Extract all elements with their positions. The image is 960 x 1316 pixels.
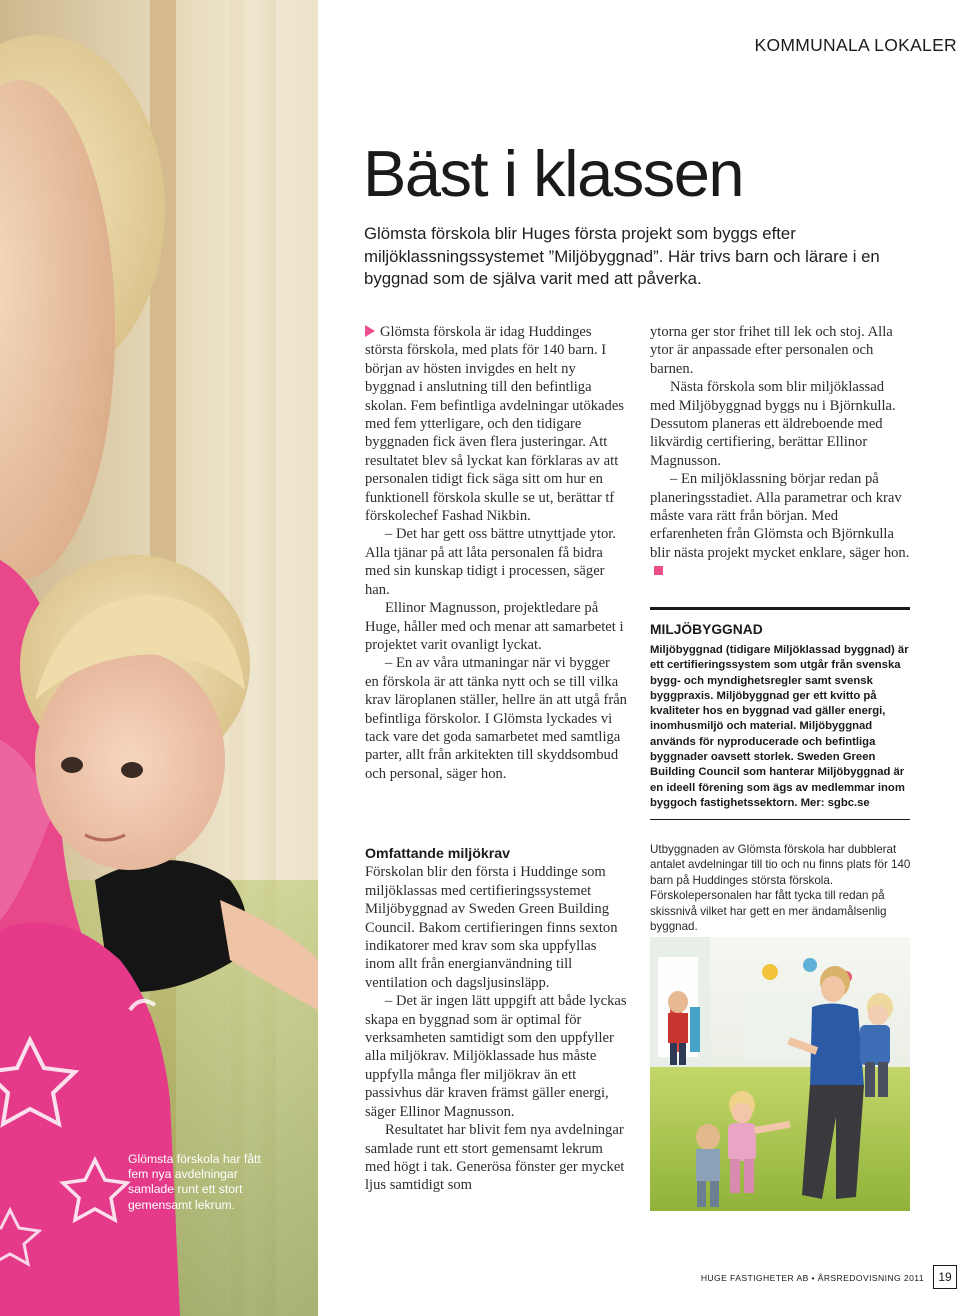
left-photo [0,0,318,1316]
paragraph: – En av våra utmaningar när vi bygger en förskola är att tänka nytt och se till vilka krav läroplanen ställer, hellre än att utgå från befintliga förskolor. I Glömsta lyckades vi tack vare det goda samarbetet med samtliga parter, allt från arkitekten till skyddsombud och personal, säger hon. [365,655,627,782]
end-mark-icon [654,566,663,575]
body-column-1 [365,323,627,783]
paragraph: Resultatet har blivit fem nya avdelningar samlade runt ett stort gemensamt lekrum med högt i tak. Generösa fönster ger mycket ljus samtidigt som [365,1122,625,1194]
paragraph [365,323,627,525]
right-photo-caption: Utbyggnaden av Glömsta förskola har dubblerat antalet avdelningar till tio och nu finns plats för 140 barn på Huddinges största förskola. Förskolepersonalen har fått tycka till redan på skissnivå vilket har gett en mer ändamålsenlig byggnad. [650,843,911,934]
paragraph: Förskolan blir den första i Huddinge som miljöklassas med certifieringssystemet Miljöbyggnad av Sweden Green Building Council. Bakom certifieringen finns sexton indikatorer med krav som ska uppfyllas inom allt från energianvändning till ventilation och dagsljusinsläpp. [365,864,618,991]
right-photo-illustration [650,937,910,1211]
fact-box [650,607,910,820]
paragraph: Ellinor Magnusson, projektledare på Huge, håller med och menar att samarbetet i projektet varit ovanligt lyckat. [365,600,624,653]
subheading: Omfattande miljökrav [365,846,511,862]
footer-publication: HUGE FASTIGHETER AB • ÅRSREDOVISNING 2011 [700,1273,924,1283]
section-label: KOMMUNALA LOKALER [754,35,957,55]
left-photo-caption: Glömsta förskola har fått fem nya avdelningar samlade runt ett stort gemensamt lekrum. [128,1152,261,1212]
fact-box-title: MILJÖBYGGNAD [650,622,763,637]
body-column-2 [365,845,630,1195]
left-photo-illustration [0,0,318,1316]
paragraph-text: – En miljöklassning börjar redan på planeringsstadiet. Alla parametrar och krav måste vara rätt från början. Med erfarenheten från Glömsta och Björnkulla blir nästa projekt mycket enklare, säger hon. [650,471,910,561]
body-column-3 [650,323,912,581]
paragraph: – Det har gett oss bättre utnyttjade ytor. Alla tjänar på att låta personalen få bidra med sin kunskap tidigt i processen, säger han. [365,526,617,598]
triangle-bullet-icon [365,325,375,337]
paragraph-text: Glömsta förskola är idag Huddinges största förskola, med plats för 140 barn. I början av hösten invigdes en helt ny byggnad i anslutning till den befintliga skolan. Fem befintliga avdelningar utökades med fem ytterligare, och den tidigare byggnaden fick även flera justeringar. Att resultatet blev så lyckat kan förklaras av att personalen tidigt fick säga sitt om hur en funktionell förskola skulle se ut, berättar tf förskolechef Fashad Nikbin. [365,324,624,525]
article-title: Bäst i klassen [363,137,744,210]
paragraph [650,470,912,580]
right-photo [650,937,910,1211]
page-number: 19 [933,1265,957,1289]
paragraph: Nästa förskola som blir miljöklassad med Miljöbyggnad byggs nu i Björnkulla. Dessutom planeras ett äldreboende med likvärdig certifiering, berättar Ellinor Magnusson. [650,379,896,469]
fact-box-text: Miljöbyggnad (tidigare Miljöklassad byggnad) är ett certifieringssystem som utgår från svenska bygg- och myndighetsregler samt svensk byggpraxis. Miljöbyggnad ger ett kvitto på kvaliteter hos en byggnad vad gäller energi, inomhusmiljö och material. Miljöbyggnad används för nyproducerade och befintliga byggnader oavsett storlek. Sweden Green Building Council som hanterar Miljöbyggnad är en ideell förening som ägs av medlemmar inom byggoch fastighetssektorn. Mer: sgbc.se [650,644,909,809]
paragraph: – Det är ingen lätt uppgift att både lyckas skapa en byggnad som är optimal för verksamheten samtidigt som den uppfyller alla miljökrav. Miljöklassade hus måste uppfylla många fler miljökrav än ett passivhus där kraven främst gäller energi, säger Ellinor Magnusson. [365,993,627,1120]
article-lead: Glömsta förskola blir Huges första projekt som byggs efter miljöklassningssystemet ”Miljöbyggnad”. Här trivs barn och lärare i en byggnad som de själva varit med att påverka. [364,224,880,288]
paragraph: ytorna ger stor frihet till lek och stoj. Alla ytor är anpassade efter personalen och barnen. [650,324,893,377]
